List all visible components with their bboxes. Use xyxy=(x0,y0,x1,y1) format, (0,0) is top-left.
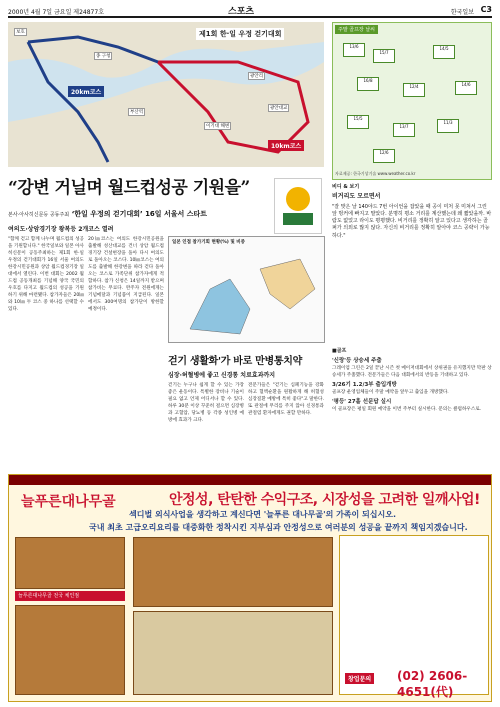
article2-col2: 전문가들은 "걷기는 심폐기능을 강화하고 혈액순환을 원활하게 해 허혈성 심장질환 예방에 특히 좋다"고 말한다. 또 관절에 무리를 주지 않아 신경통과 관절염 환자에게도 권할 만하다. xyxy=(248,383,324,416)
restaurant-photo xyxy=(15,537,125,589)
issue-date: 2000년 4월 7일 금요일 제24877호 xyxy=(8,9,104,16)
weather-cell: 13/6 xyxy=(343,43,365,57)
article1-col2: 20㎞코스는 여의도 한강시민공원을 출발해 성산대교를 건너 상암 월드컵경기장 건설현장을 돌아 다시 여의도로 돌아오는 코스다. 10㎞코스는 여의도를 출발해 한강변을 따라 걷다 돌아오는 코스로 가족단위 참가자에게 적합하다. 참가 신청은 14일까지 받으며 참가비는 무료다. 완주자 전원에게는 기념메달과 기념품이 지급된다. 일본에서도 300여명의 참가단이 방한할 예정이다. xyxy=(88,237,164,312)
course-10-badge: 10km코스 xyxy=(268,140,304,151)
phone-label: 창업문의 xyxy=(345,673,374,684)
brief-title: '평등' 27홀 선문답 실시 xyxy=(332,399,392,405)
ad-tagline: 안정성, 탄탄한 수익구조, 시장성을 고려한 일깨사업! xyxy=(169,492,480,508)
article1-col1: "함께 걷고 함께 나누며 월드컵의 성공을 기원합니다." 한국일보와 일본 아사히신문이 공동주최하는 제1회 한·일 우정의 걷기대회가 16일 서울 여의도 한강시민공원과 상암 월드컵경기장 일대에서 열린다. 이번 대회는 2002 월드컵 공동개최를 기념해 양국 국민의 우호를 다지고 월드컵의 성공을 기원하기 위해 마련됐다. 참가자들은 20㎞와 10㎞ 두 코스 중 하나를 선택할 수 있다. xyxy=(8,237,84,312)
weather-cell: 12/4 xyxy=(403,83,425,97)
weather-cell: 12/6 xyxy=(373,149,395,163)
weather-cell: 13/7 xyxy=(393,123,415,137)
franchise-advertisement xyxy=(8,474,492,702)
main-headline: “강변 거닐며 월드컵성공 기원을” xyxy=(8,178,250,198)
section-title: 스포츠 xyxy=(228,7,255,17)
column-body: "잘 맞은 날 140야드 7번 아이언을 잡았을 때 공이 미처 못 미쳐서 그린 앞 벙커에 빠지고 말았다. 분명히 평소 거리를 계산했는데 왜 짧았을까. 바람도 없었고 라이도 평평했다. 비거리를 정확히 알고 있다고 생각하는 골퍼가 의외로 많지 않다. 자신의 비거리를 정확히 알아야 코스 공략이 가능하다." xyxy=(332,203,492,239)
subhead-prefix: 본사·아사히신문등 공동주최 xyxy=(8,212,70,218)
ad-line: 국내 최초 고급오리요리를 대중화한 정착시킨 지부심과 안정성으로 여러분의 성공을 끝까지 책임지겠습니다. xyxy=(89,523,468,532)
main-subhead xyxy=(8,209,207,219)
golf-briefs xyxy=(332,346,492,413)
food-photo xyxy=(15,605,125,695)
masthead xyxy=(8,4,492,18)
map-label: 보호 xyxy=(16,30,25,35)
event-logo xyxy=(274,178,322,234)
weather-cell: 14/5 xyxy=(433,45,455,59)
map-label: 광안대교 xyxy=(270,106,288,111)
map-title: 제1회 한·일 우정 걷기대회 xyxy=(196,28,284,40)
page-number: C3 xyxy=(480,5,492,14)
subhead-main: ‘한일 우정의 걷기대회’ 16일 서울서 스타트 xyxy=(71,210,208,218)
chart-title: 일본 인접 참가기회 현황(%) 및 비중 xyxy=(172,240,245,245)
briefs-section: ■골프 xyxy=(332,348,347,354)
map-label: 부산역 xyxy=(130,110,144,115)
brief-body: 이 골프장은 평일 회원 예약을 이번 주부터 실시한다. 문의는 클럽하우스로. xyxy=(332,407,482,412)
participation-chart xyxy=(168,236,325,343)
weather-cell: 14/6 xyxy=(455,81,477,95)
brief-title: '신랑'등 상승세 주춤 xyxy=(332,358,382,364)
paper-name: 한국일보 xyxy=(450,9,474,16)
golf-weather-box xyxy=(332,22,492,180)
weather-source: 자료제공: 한국기상기술 www.weather.co.kr xyxy=(335,171,416,176)
phone-number[interactable]: (02) 2606-4651(代) xyxy=(397,669,468,699)
golf-column xyxy=(332,184,492,240)
weather-cell: 15/7 xyxy=(373,49,395,63)
ad-line: 섹디벌 외식사업을 생각하고 계신다면 '늘푸른 대나무골'의 가족이 되십시오. xyxy=(129,510,396,519)
article-byline: 여의도·상암경기장 왕복등 2개코스 열려 xyxy=(8,226,114,233)
article2-col1: 걷기는 누구나 쉽게 할 수 있는 가장 좋은 운동이다. 특별한 장비나 기술이 필요 없고 언제 어디서나 할 수 있다. 하루 30분 이상 꾸준히 걸으면 심장병과 고혈압, 당뇨병 등 각종 성인병 예방에 효과가 크다. xyxy=(168,383,244,423)
article2-headline: 걷기 생활화'가 바로 만병통치약 xyxy=(168,356,302,367)
column-kicker: 비디 & 보기 xyxy=(332,184,360,190)
weather-cell: 15/5 xyxy=(347,115,369,129)
map-label: 광안리 xyxy=(250,74,264,79)
column-title: 비거리도 모르면서 xyxy=(332,193,381,201)
ad-topbar xyxy=(9,475,491,485)
dish-photo xyxy=(133,537,333,607)
ad-strip: 늘푸른대나무골 전국 체인점 xyxy=(15,591,125,601)
chart-graphic xyxy=(170,249,325,341)
ad-brand: 늘푸른대나무골 xyxy=(21,494,116,510)
weather-cell: 16/8 xyxy=(357,77,379,91)
map-label: 종 구청 xyxy=(96,54,111,59)
logo-icon xyxy=(275,179,321,233)
brief-title: 3/26기 1.2/3부 출입개방 xyxy=(332,382,397,388)
course-map xyxy=(8,22,324,167)
weather-title: 주말 골프장 날씨 xyxy=(335,25,378,34)
brief-body: 그레이엄 그린은 2일 끝난 시즌 첫 메이저대회에서 상위권을 유지했지만 막판 상승세가 주춤했다. 전문가들은 다음 대회에서의 반등을 기대하고 있다. xyxy=(332,366,492,378)
menu-photo xyxy=(133,611,333,695)
brief-body: 골프장 운영업체들이 주말 예약을 앞두고 출입을 개방했다. xyxy=(332,390,449,395)
map-label: 이기대 해변 xyxy=(206,124,230,129)
weather-cell: 11/3 xyxy=(437,119,459,133)
article2-subhead: 심장·허혈병에 좋고 신경통 치료효과까지 xyxy=(168,372,276,379)
course-20-badge: 20km코스 xyxy=(68,86,104,97)
